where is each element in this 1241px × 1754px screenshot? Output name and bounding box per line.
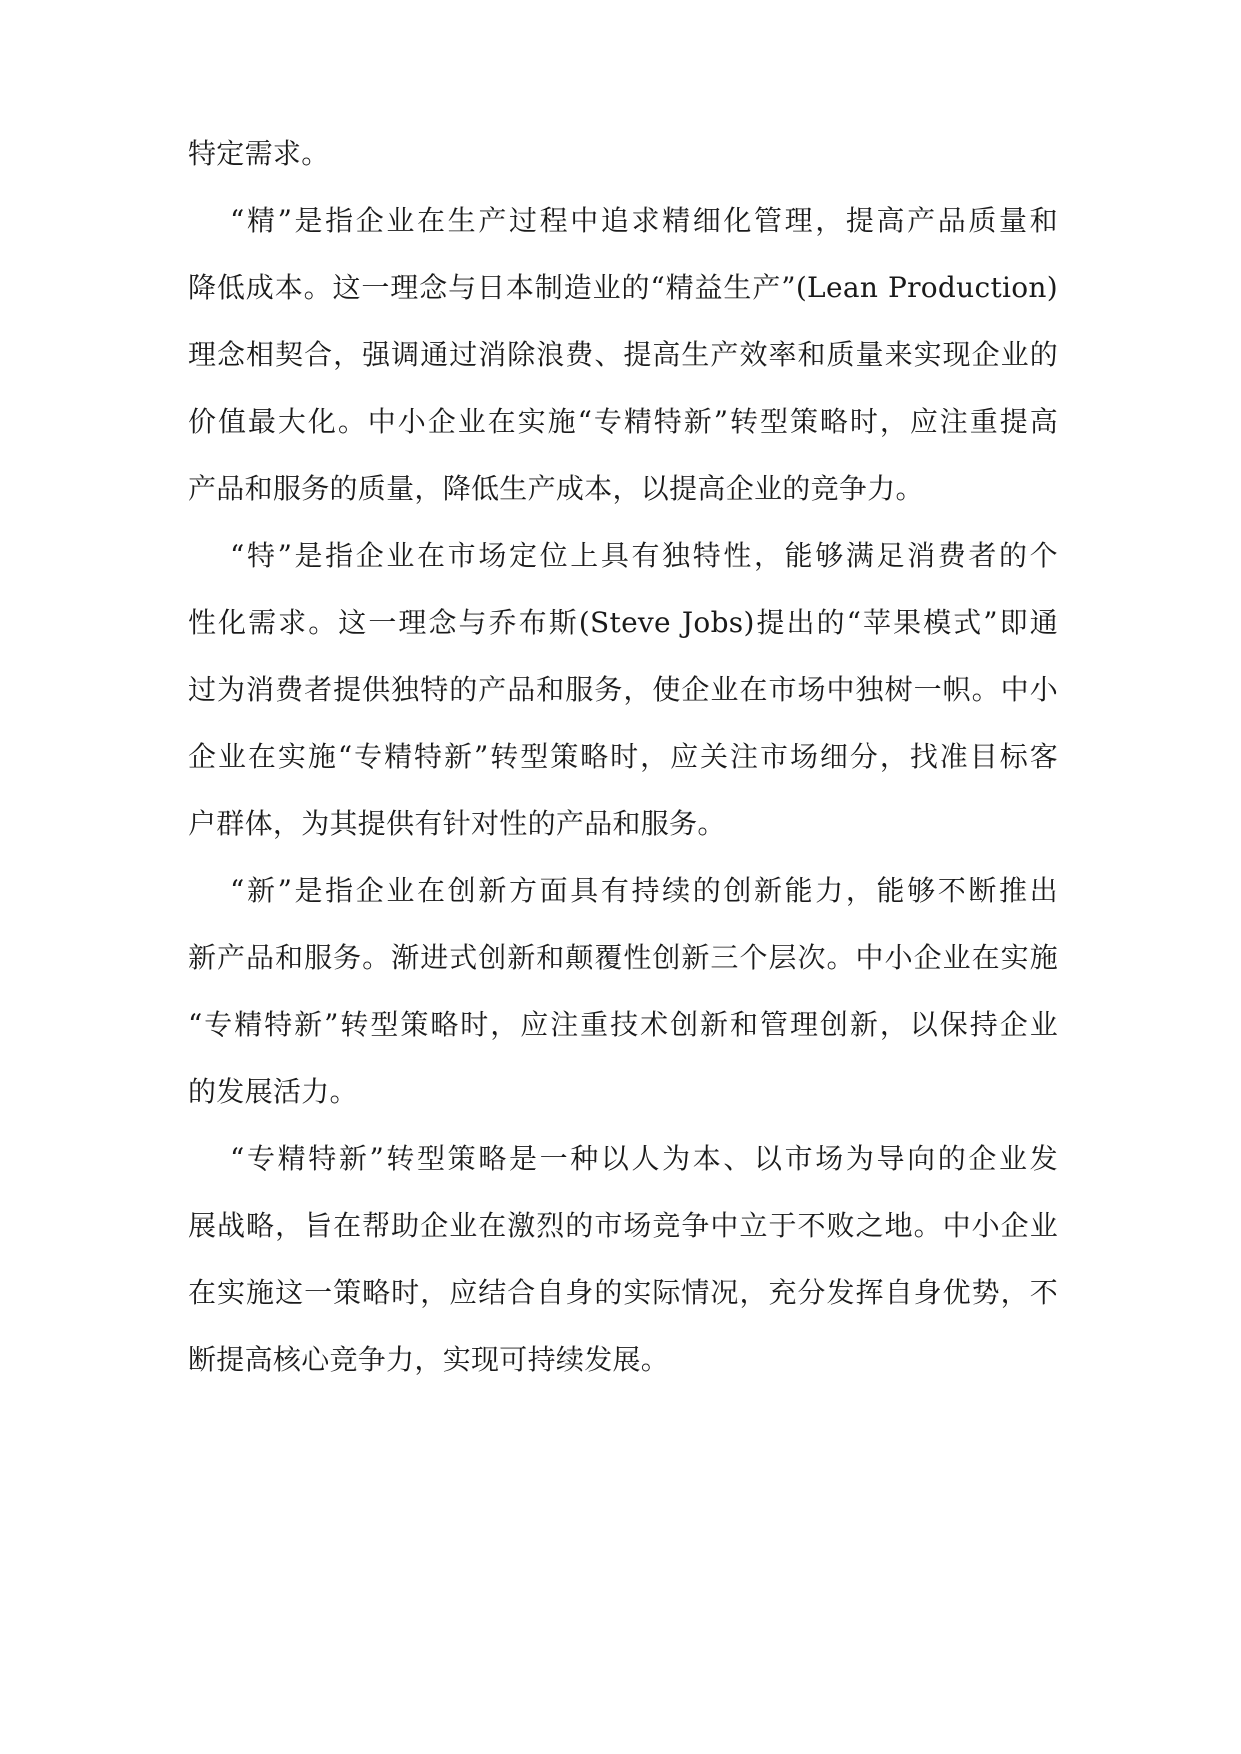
paragraph-first-line: “专精特新”转型策略是一种以人为本、以市场为导向的企业发 [230, 1142, 1058, 1175]
text-line: 产品和服务的质量，降低生产成本，以提高企业的竞争力。 [188, 472, 924, 505]
text-line: 理念相契合，强调通过消除浪费、提高生产效率和质量来实现企业的 [188, 338, 1058, 371]
paragraph-first-line: “特”是指企业在市场定位上具有独特性，能够满足消费者的个 [230, 539, 1058, 572]
text-line: 价值最大化。中小企业在实施“专精特新”转型策略时，应注重提高 [188, 405, 1058, 438]
text-line: 断提高核心竞争力，实现可持续发展。 [188, 1343, 670, 1376]
text-line: 性化需求。这一理念与乔布斯(Steve Jobs)提出的“苹果模式”即通 [188, 606, 1058, 639]
text-line: 展战略，旨在帮助企业在激烈的市场竞争中立于不败之地。中小企业 [188, 1209, 1058, 1242]
text-line: 降低成本。这一理念与日本制造业的“精益生产”(Lean Production) [188, 271, 1058, 304]
paragraph-first-line: “新”是指企业在创新方面具有持续的创新能力，能够不断推出 [230, 874, 1058, 907]
text-line: “专精特新”转型策略时，应注重技术创新和管理创新，以保持企业 [188, 1008, 1058, 1041]
paragraph-first-line: “精”是指企业在生产过程中追求精细化管理，提高产品质量和 [230, 204, 1058, 237]
text-line: 过为消费者提供独特的产品和服务，使企业在市场中独树一帜。中小 [188, 673, 1058, 706]
text-line: 在实施这一策略时，应结合自身的实际情况，充分发挥自身优势，不 [188, 1276, 1058, 1309]
text-line: 户群体，为其提供有针对性的产品和服务。 [188, 807, 726, 840]
text-line: 特定需求。 [188, 137, 330, 170]
text-line: 新产品和服务。渐进式创新和颠覆性创新三个层次。中小企业在实施 [188, 941, 1058, 974]
text-line: 企业在实施“专精特新”转型策略时，应关注市场细分，找准目标客 [188, 740, 1058, 773]
text-line: 的发展活力。 [188, 1075, 358, 1108]
